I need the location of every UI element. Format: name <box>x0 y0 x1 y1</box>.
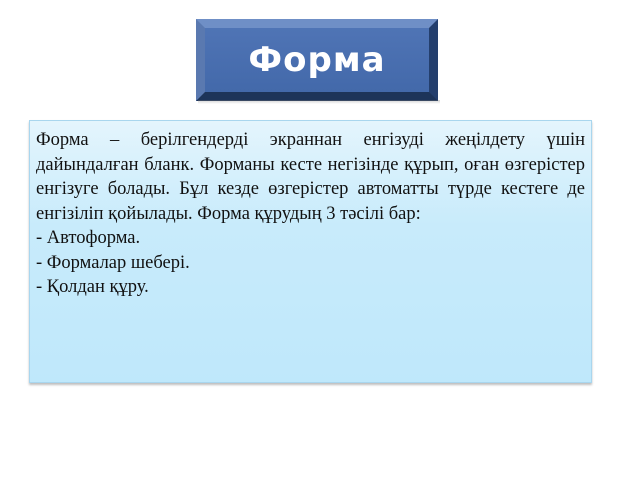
title-box <box>196 19 438 101</box>
content-paragraph: Форма – берілгендерді экраннан енгізуді жеңілдету үшін дайындалған бланк. Форманы кесте негізінде құрып, оған өзгерістер енгізуге болады. Бұл кезде өзгерістер автоматты түрде кестеге де енгізіліп қойылады. Форма құрудың 3 тәсілі бар: <box>36 130 585 224</box>
list-item: - Қолдан құру. <box>36 277 149 297</box>
list-item: - Автоформа. <box>36 228 141 248</box>
title-face <box>205 28 429 92</box>
slide-title: Форма <box>248 40 386 80</box>
content-box <box>29 120 592 383</box>
content-list <box>36 226 585 300</box>
title-shadow <box>198 100 440 104</box>
list-item: - Формалар шебері. <box>36 252 190 273</box>
